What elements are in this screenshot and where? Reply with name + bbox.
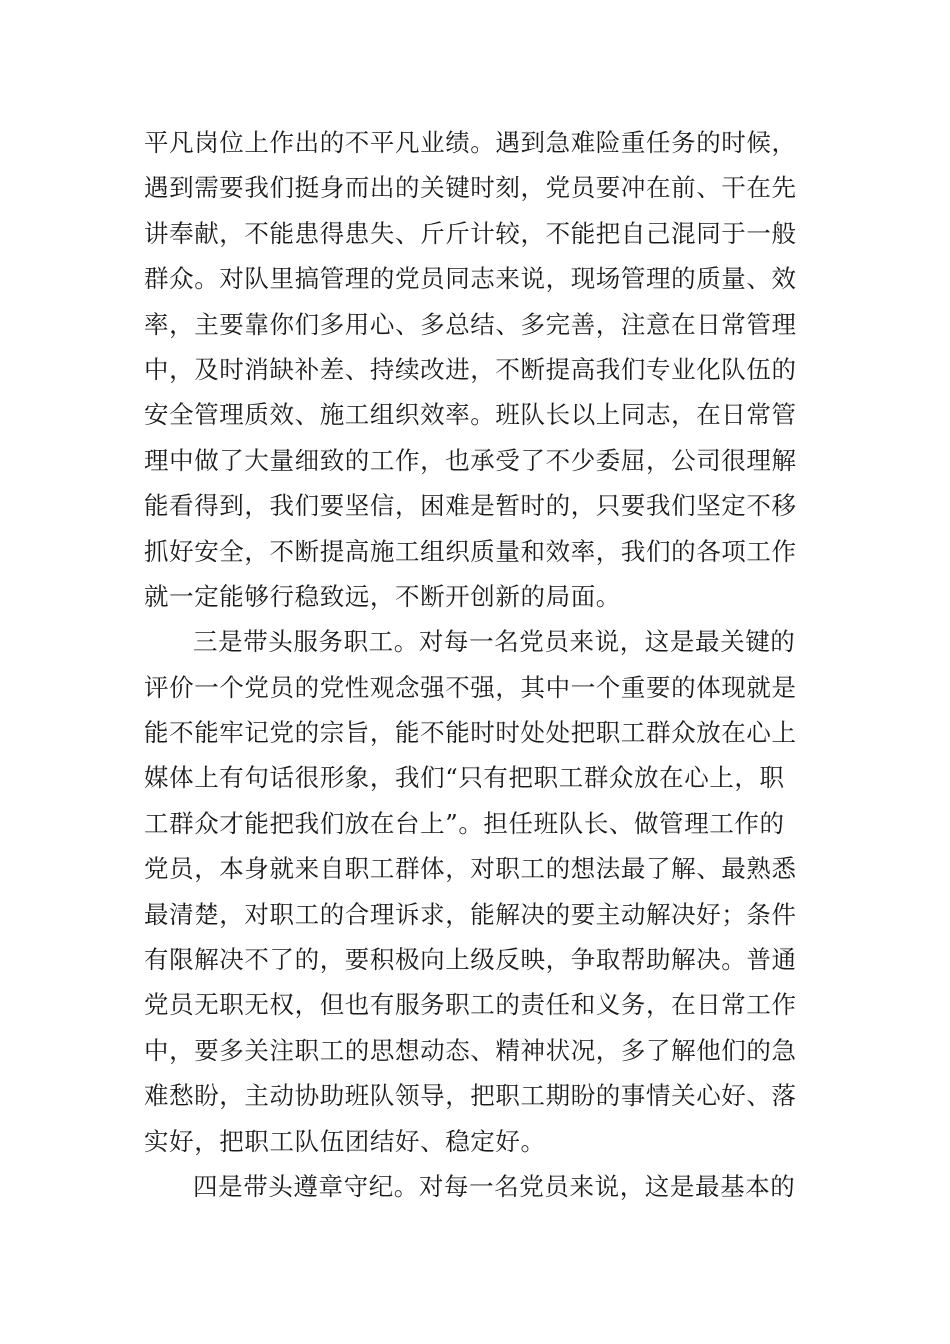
text-line: 抓好安全，不断提高施工组织质量和效率，我们的各项工作 [144,536,797,566]
text-line: 理中做了大量细致的工作，也承受了不少委屈，公司很理解 [144,445,797,475]
body-text [144,120,814,1209]
text-line: 率，主要靠你们多用心、多总结、多完善，注意在日常管理 [144,309,797,339]
text-line: 中，及时消缺补差、持续改进，不断提高我们专业化队伍的 [144,354,797,384]
text-line: 党员无职无权，但也有服务职工的责任和义务，在日常工作 [144,990,797,1020]
text-line: 安全管理质效、施工组织效率。班队长以上同志，在日常管 [144,400,797,430]
text-line: 遇到需要我们挺身而出的关键时刻，党员要冲在前、干在先 [144,173,797,203]
text-line: 评价一个党员的党性观念强不强，其中一个重要的体现就是 [144,672,797,702]
text-line: 能不能牢记党的宗旨，能不能时时处处把职工群众放在心上 [144,718,797,748]
text-line: 能看得到，我们要坚信，困难是暂时的，只要我们坚定不移 [144,491,797,521]
text-line: 平凡岗位上作出的不平凡业绩。遇到急难险重任务的时候， [144,128,797,157]
text-line: 群众。对队里搞管理的党员同志来说，现场管理的质量、效 [144,264,797,294]
text-line: 实好，把职工队伍团结好、稳定好。 [144,1126,546,1156]
text-line: 有限解决不了的，要积极向上级反映，争取帮助解决。普通 [144,945,797,975]
paragraph-start-line: 四是带头遵章守纪。对每一名党员来说，这是最基本的 [193,1171,796,1201]
text-line: 就一定能够行稳致远，不断开创新的局面。 [144,581,621,611]
text-line: 工群众才能把我们放在台上”。担任班队长、做管理工作的 [144,808,785,838]
text-line: 中，要多关注职工的思想动态、精神状况，多了解他们的急 [144,1035,797,1065]
paragraph-start-line: 三是带头服务职工。对每一名党员来说，这是最关键的 [193,627,796,657]
text-line: 难愁盼，主动协助班队领导，把职工期盼的事情关心好、落 [144,1081,797,1111]
text-line: 最清楚，对职工的合理诉求，能解决的要主动解决好；条件 [144,899,797,929]
text-line: 党员，本身就来自职工群体，对职工的想法最了解、最熟悉 [144,854,797,884]
text-line: 讲奉献，不能患得患失、斤斤计较，不能把自己混同于一般 [144,218,797,248]
text-line: 媒体上有句话很形象，我们“只有把职工群众放在心上，职 [144,763,785,793]
